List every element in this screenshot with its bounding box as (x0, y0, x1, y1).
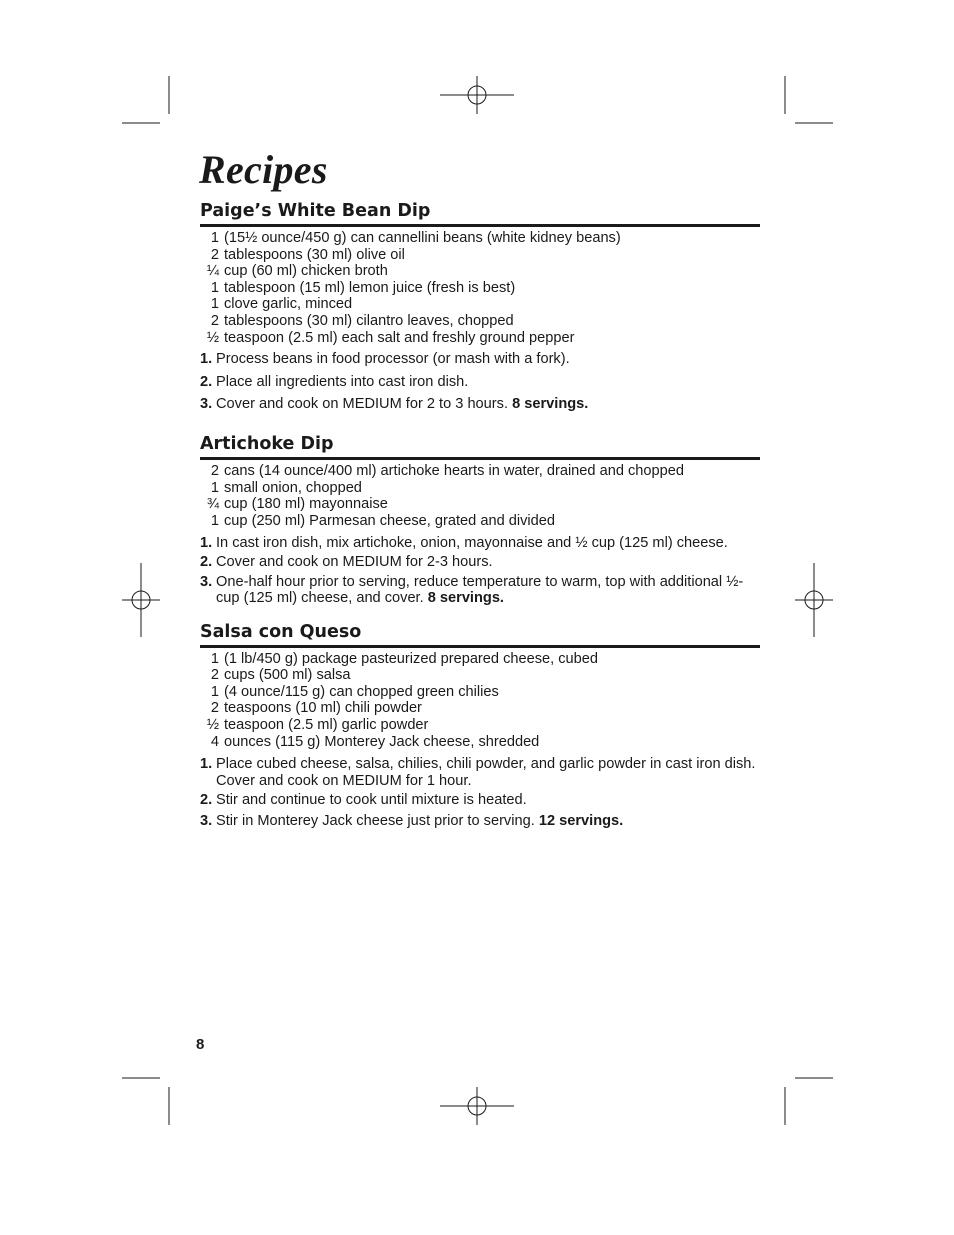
ingredient-text: cups (500 ml) salsa (224, 667, 351, 684)
step-item (200, 813, 760, 830)
step-list (200, 756, 760, 829)
step-number: 2. (200, 373, 213, 390)
page-number: 8 (196, 1036, 205, 1053)
ingredient-list (200, 648, 760, 751)
ingredient-text: cup (180 ml) mayonnaise (224, 496, 388, 513)
ingredient-qty: 2 (210, 462, 219, 479)
ingredient-text: (15½ ounce/450 g) can cannellini beans (white kidney beans) (224, 230, 621, 246)
step-text: Cover and cook on MEDIUM for 2 to 3 hours. (216, 396, 509, 413)
step-text: Place cubed cheese, salsa, chilies, chili powder, and garlic powder in cast iron dish. Cover and cook on MEDIUM for 1 hour. (216, 756, 756, 789)
step-text: Stir in Monterey Jack cheese just prior to serving. (216, 813, 535, 830)
step-number: 3. (200, 813, 213, 830)
servings-label: 12 servings. (538, 813, 624, 830)
page-title: Recipes (199, 147, 328, 192)
step-item (200, 374, 760, 391)
ingredient-qty: 2 (210, 667, 219, 684)
ingredient-item (200, 263, 760, 280)
step-number: 1. (200, 351, 213, 368)
ingredient-qty: ¾ (206, 496, 219, 513)
ingredient-text: cup (60 ml) chicken broth (224, 263, 388, 280)
ingredient-qty: 2 (210, 700, 219, 717)
ingredient-item (200, 651, 760, 668)
ingredient-qty: 1 (210, 230, 219, 246)
ingredient-text: tablespoons (30 ml) cilantro leaves, chopped (224, 312, 514, 329)
ingredient-item (200, 463, 760, 480)
step-item (200, 554, 760, 571)
ingredient-qty: 1 (210, 279, 219, 296)
servings-label: 8 servings. (427, 590, 504, 607)
ingredient-list (200, 227, 760, 346)
ingredient-item (200, 667, 760, 684)
step-text: Place all ingredients into cast iron dish. (216, 373, 469, 390)
ingredient-text: teaspoon (2.5 ml) each salt and freshly ground pepper (224, 329, 575, 346)
recipe-title: Salsa con Queso (200, 621, 760, 648)
recipe-page (200, 148, 760, 830)
ingredient-qty: ½ (206, 329, 219, 346)
step-number: 3. (200, 573, 213, 590)
step-item (200, 351, 760, 368)
ingredient-qty: 1 (210, 479, 219, 496)
step-item (200, 756, 760, 789)
ingredient-qty: 4 (210, 733, 219, 750)
ingredient-text: tablespoons (30 ml) olive oil (224, 246, 405, 263)
ingredient-list (200, 460, 760, 529)
ingredient-text: teaspoon (2.5 ml) garlic powder (224, 717, 429, 734)
recipe-artichoke-dip (200, 433, 760, 607)
step-list (200, 351, 760, 413)
ingredient-qty: ¼ (206, 263, 219, 280)
ingredient-qty: 2 (210, 246, 219, 263)
step-text: One-half hour prior to serving, reduce temperature to warm, top with additional ½-cup (125 ml) cheese, and cover. (216, 573, 744, 607)
ingredient-text: teaspoons (10 ml) chili powder (224, 700, 422, 717)
recipe-salsa-con-queso (200, 621, 760, 830)
step-number: 2. (200, 553, 213, 570)
ingredient-qty: 1 (210, 296, 219, 313)
ingredient-text: cans (14 ounce/400 ml) artichoke hearts in water, drained and chopped (224, 462, 684, 479)
ingredient-item (200, 330, 760, 347)
step-text: Stir and continue to cook until mixture is heated. (216, 792, 527, 809)
step-item (200, 792, 760, 809)
ingredient-text: (4 ounce/115 g) can chopped green chilies (224, 683, 499, 700)
ingredient-item (200, 734, 760, 751)
ingredient-item (200, 700, 760, 717)
ingredient-text: small onion, chopped (224, 479, 362, 496)
ingredient-text: ounces (115 g) Monterey Jack cheese, shredded (224, 733, 540, 750)
step-item (200, 396, 760, 413)
ingredient-item (200, 717, 760, 734)
ingredient-item (200, 296, 760, 313)
ingredient-item (200, 230, 760, 247)
ingredient-item (200, 684, 760, 701)
step-number: 3. (200, 396, 213, 413)
step-text: Cover and cook on MEDIUM for 2-3 hours. (216, 553, 493, 570)
ingredient-item (200, 280, 760, 297)
ingredient-qty: ½ (206, 717, 219, 734)
ingredient-qty: 2 (210, 312, 219, 329)
step-text: In cast iron dish, mix artichoke, onion, mayonnaise and ½ cup (125 ml) cheese. (216, 535, 728, 552)
ingredient-item (200, 247, 760, 264)
ingredient-text: (1 lb/450 g) package pasteurized prepared cheese, cubed (224, 650, 599, 667)
ingredient-qty: 1 (210, 683, 219, 700)
step-number: 1. (200, 535, 213, 552)
step-list (200, 535, 760, 606)
step-number: 1. (200, 756, 213, 773)
recipe-title: Paige’s White Bean Dip (200, 200, 760, 227)
ingredient-qty: 1 (210, 650, 219, 667)
ingredient-text: cup (250 ml) Parmesan cheese, grated and divided (224, 512, 555, 529)
servings-label: 8 servings. (512, 396, 589, 413)
step-item (200, 535, 760, 552)
ingredient-text: clove garlic, minced (224, 296, 353, 313)
recipe-white-bean-dip (200, 200, 760, 413)
recipe-title: Artichoke Dip (200, 433, 760, 460)
step-item (200, 574, 760, 607)
ingredient-item (200, 480, 760, 497)
ingredient-item (200, 313, 760, 330)
step-number: 2. (200, 792, 213, 809)
ingredient-item (200, 496, 760, 513)
step-text: Process beans in food processor (or mash with a fork). (216, 351, 570, 368)
ingredient-qty: 1 (210, 512, 219, 529)
ingredient-text: tablespoon (15 ml) lemon juice (fresh is best) (224, 279, 516, 296)
ingredient-item (200, 513, 760, 530)
